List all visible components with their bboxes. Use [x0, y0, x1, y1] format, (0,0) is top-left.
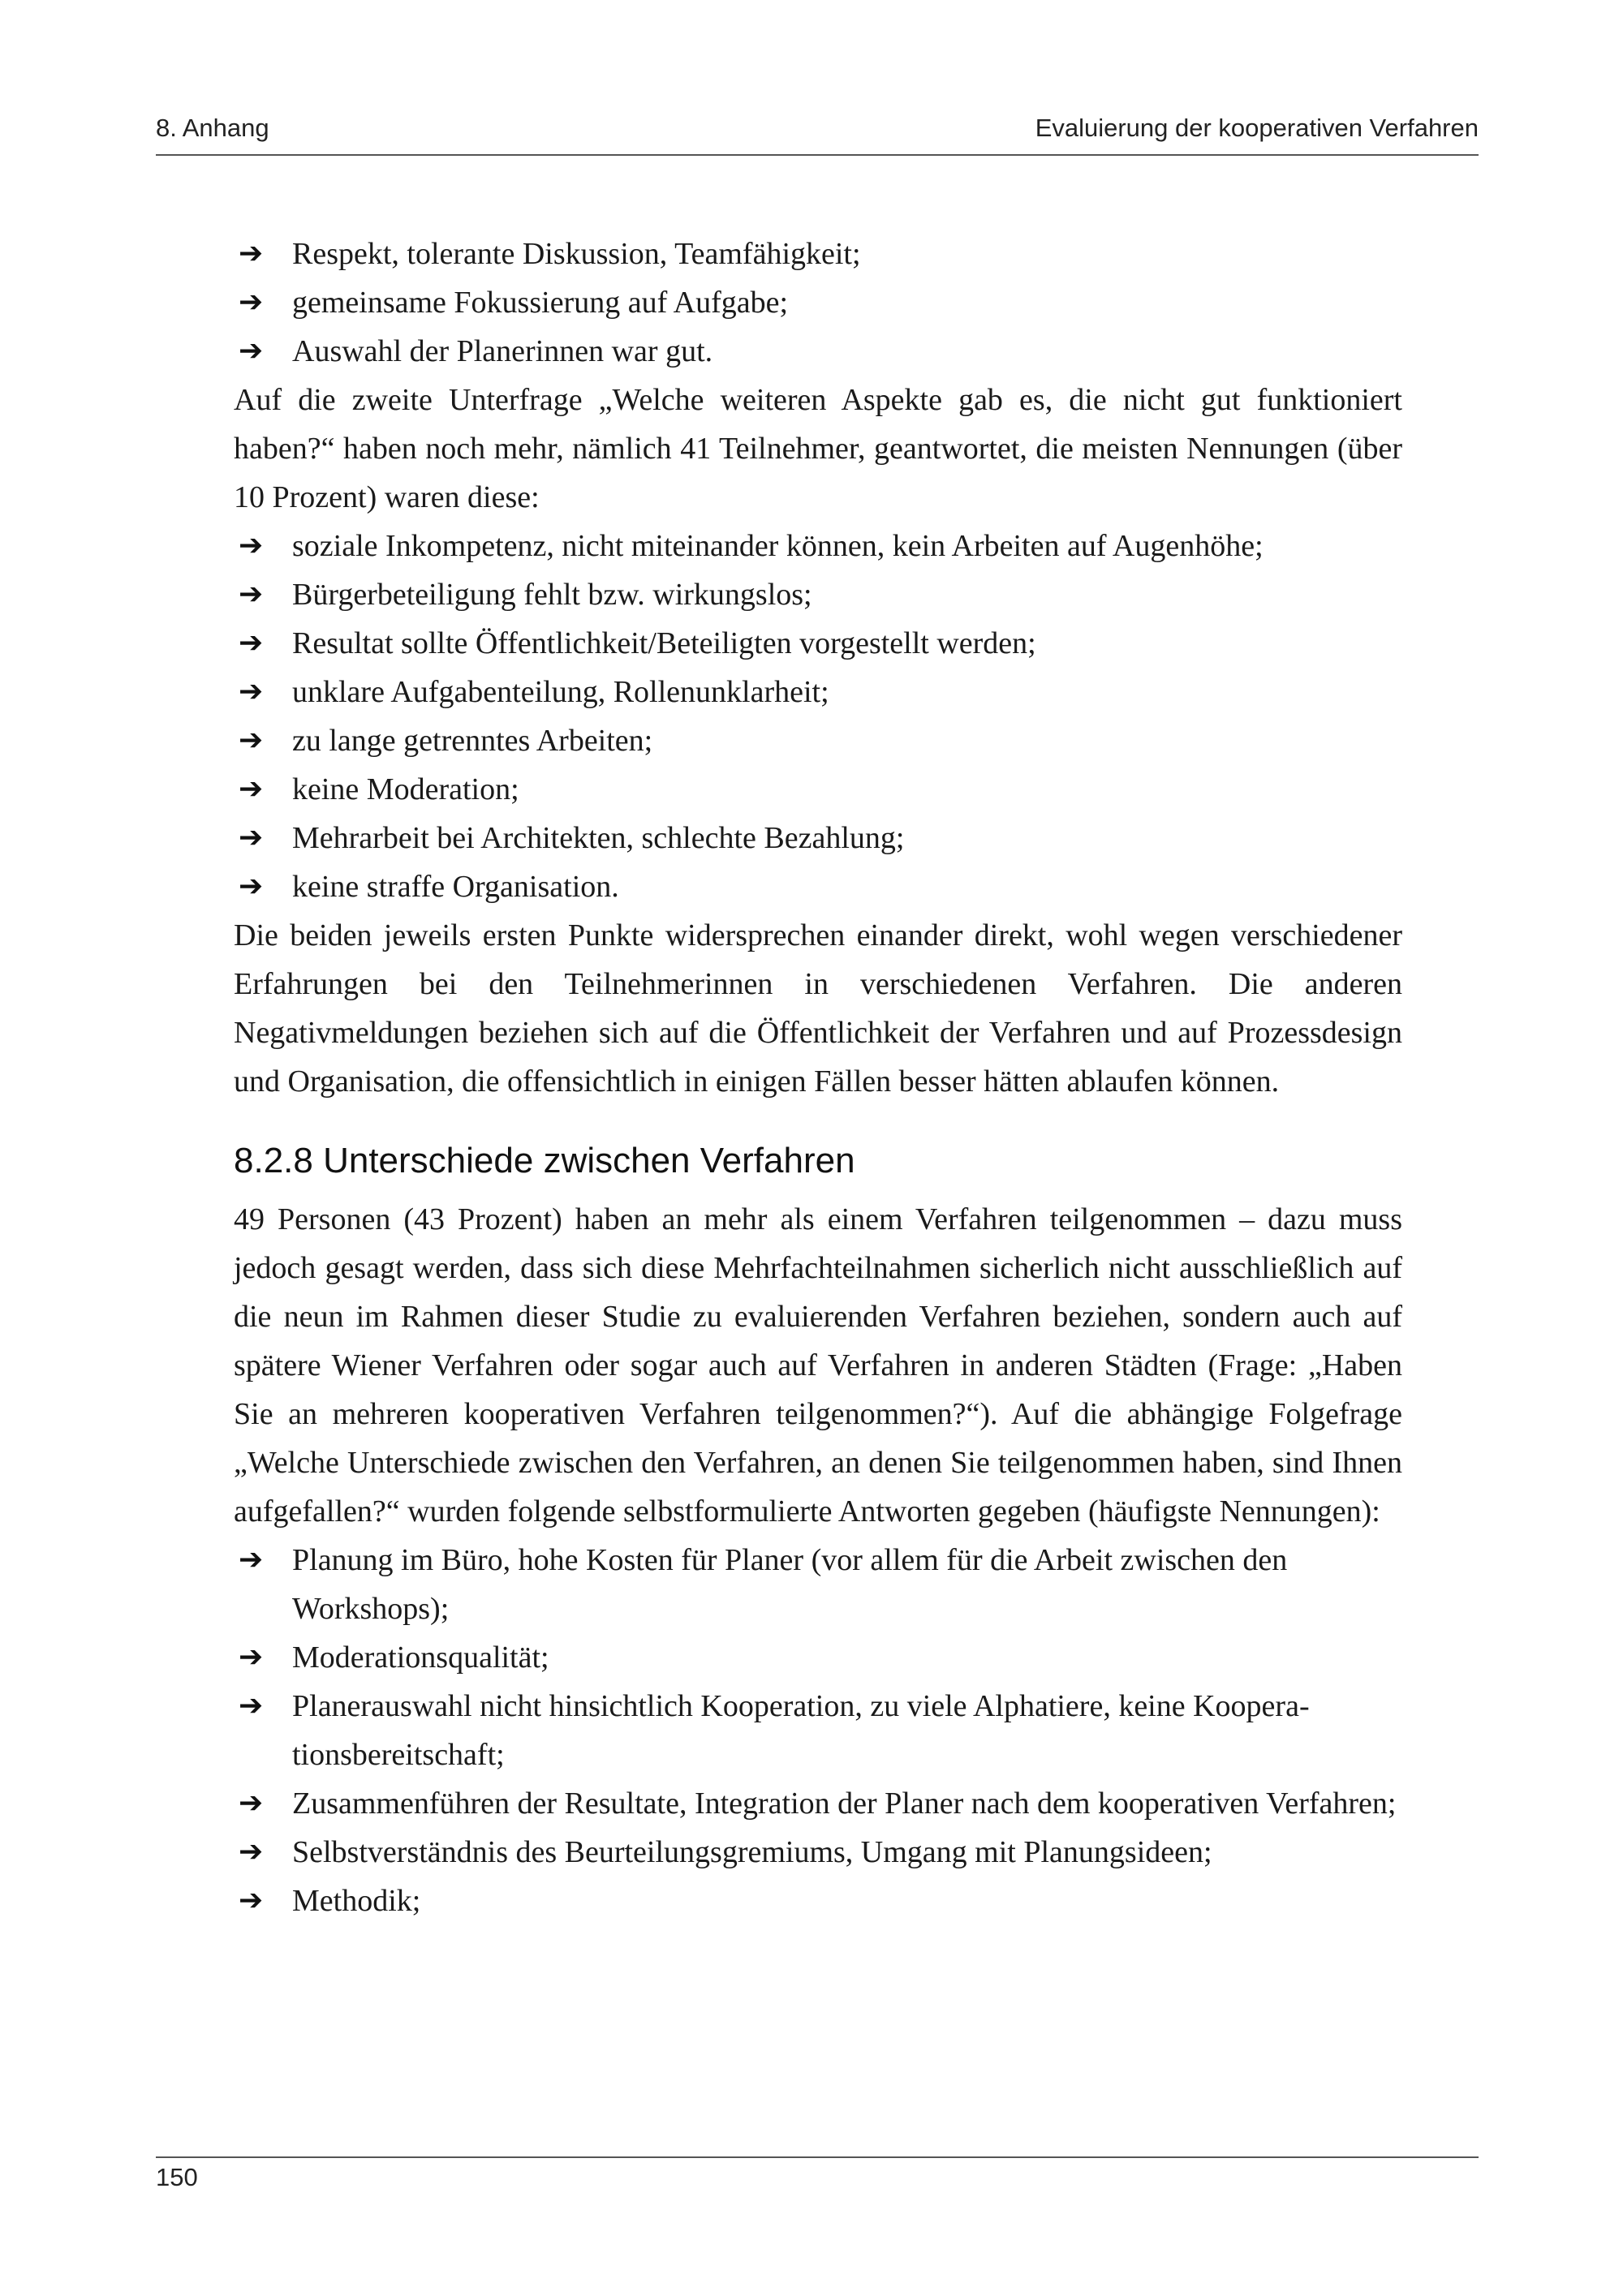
paragraph-discussion: Die beiden jeweils ersten Punkte widersprechen einander direkt, wohl wegen verschiedener Erfahrungen bei den Teilnehmerinnen in verschiedenen Verfahren. Die anderen Negativmeldungen beziehen sich auf die Öffentlichkeit der Verfahren und auf Prozessdesign und Organisation, die offensichtlich in einigen Fällen besser hätten ablaufen können. — [234, 918, 1402, 1099]
list-item: ➔ unklare Aufgabenteilung, Rollenunklarheit; — [234, 668, 1402, 716]
list-item: ➔ Planung im Büro, hohe Kosten für Planer (vor allem für die Arbeit zwischen den Workshops); — [234, 1536, 1402, 1633]
paragraph-second-subquestion: Auf die zweite Unterfrage „Welche weiteren Aspekte gab es, die nicht gut funktioniert haben?“ haben noch mehr, nämlich 41 Teilnehmer, geantwortet, die meisten Nennungen (über 10 Prozent) waren diese: — [234, 383, 1402, 514]
list-item: ➔ Planerauswahl nicht hinsichtlich Kooperation, zu viele Alphatiere, keine Kooperationsbereitschaft; — [234, 1682, 1402, 1779]
list-item: ➔ keine Moderation; — [234, 765, 1402, 814]
page-body — [234, 230, 1402, 1925]
running-title: Evaluierung der kooperativen Verfahren — [1035, 114, 1479, 142]
section-heading: 8.2.8 Unterschiede zwischen Verfahren — [234, 1141, 855, 1180]
arrow-right-icon: ➔ — [239, 529, 264, 562]
arrow-right-icon: ➔ — [239, 772, 264, 806]
page-number: 150 — [156, 2163, 198, 2191]
differences-list — [234, 1536, 1402, 1925]
list-item: ➔ zu lange getrenntes Arbeiten; — [234, 716, 1402, 765]
arrow-right-icon: ➔ — [239, 1835, 264, 1868]
list-item: ➔ Bürgerbeteiligung fehlt bzw. wirkungslos; — [234, 570, 1402, 619]
page-header — [156, 114, 1479, 156]
list-item: ➔ Resultat sollte Öffentlichkeit/Beteiligten vorgestellt werden; — [234, 619, 1402, 668]
arrow-right-icon: ➔ — [239, 1884, 264, 1917]
list-item: ➔ Moderationsqualität; — [234, 1633, 1402, 1682]
arrow-right-icon: ➔ — [239, 724, 264, 757]
list-item: ➔ Zusammenführen der Resultate, Integration der Planer nach dem kooperativen Verfahren; — [234, 1779, 1402, 1828]
list-item: ➔ Methodik; — [234, 1877, 1402, 1925]
arrow-right-icon: ➔ — [239, 1640, 264, 1674]
arrow-right-icon: ➔ — [239, 286, 264, 319]
positive-aspects-list — [234, 230, 1402, 376]
list-item: ➔ keine straffe Organisation. — [234, 862, 1402, 911]
list-item: ➔ Mehrarbeit bei Architekten, schlechte Bezahlung; — [234, 814, 1402, 862]
arrow-right-icon: ➔ — [239, 870, 264, 903]
list-item: ➔ Respekt, tolerante Diskussion, Teamfähigkeit; — [234, 230, 1402, 278]
arrow-right-icon: ➔ — [239, 675, 264, 708]
list-item: ➔ soziale Inkompetenz, nicht miteinander können, kein Arbeiten auf Augenhöhe; — [234, 522, 1402, 570]
arrow-right-icon: ➔ — [239, 1786, 264, 1820]
page-footer — [156, 2156, 1479, 2192]
chapter-label: 8. Anhang — [156, 114, 269, 142]
arrow-right-icon: ➔ — [239, 626, 264, 660]
arrow-right-icon: ➔ — [239, 821, 264, 854]
paragraph-differences: 49 Personen (43 Prozent) haben an mehr als einem Verfahren teilgenommen – dazu muss jedoch gesagt werden, dass sich diese Mehrfachteilnahmen sicherlich nicht ausschließlich auf die neun im Rahmen dieser Studie zu evaluierenden Verfahren beziehen, sondern auch auf spätere Wiener Verfahren oder sogar auch auf Verfahren in anderen Städten (Frage: „Haben Sie an mehreren kooperativen Verfahren teilgenommen?“). Auf die abhängige Folgefrage „Welche Unterschiede zwischen den Verfahren, an denen Sie teilgenommen haben, sind Ihnen aufgefallen?“ wurden folgende selbstformulierte Antworten gegeben (häufigste Nennungen): — [234, 1202, 1402, 1529]
arrow-right-icon: ➔ — [239, 1689, 264, 1722]
list-item: ➔ gemeinsame Fokussierung auf Aufgabe; — [234, 278, 1402, 327]
negative-aspects-list — [234, 522, 1402, 911]
arrow-right-icon: ➔ — [239, 1543, 264, 1576]
arrow-right-icon: ➔ — [239, 237, 264, 270]
arrow-right-icon: ➔ — [239, 578, 264, 611]
arrow-right-icon: ➔ — [239, 334, 264, 368]
list-item: ➔ Selbstverständnis des Beurteilungsgremiums, Umgang mit Planungsideen; — [234, 1828, 1402, 1877]
list-item: ➔ Auswahl der Planerinnen war gut. — [234, 327, 1402, 376]
